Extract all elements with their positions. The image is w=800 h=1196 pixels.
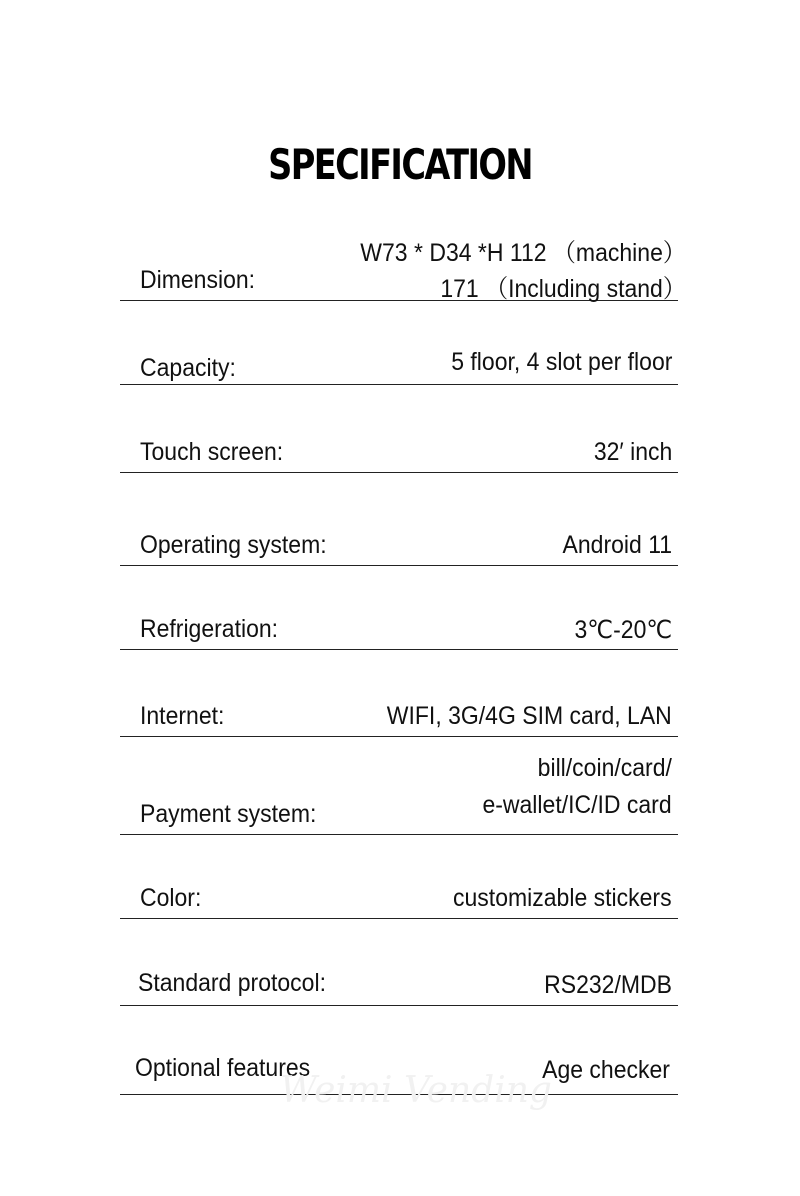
spec-row-color [120, 876, 678, 919]
spec-label-capacity: Capacity: [140, 354, 236, 382]
spec-value-internet: WIFI, 3G/4G SIM card, LAN [386, 702, 672, 730]
spec-value-refrigeration: 3℃-20℃ [574, 616, 672, 644]
spec-value-dimension-line1: W73 * D34 *H 112 （machine） [360, 239, 686, 267]
spec-label-payment-system: Payment system: [140, 800, 317, 828]
spec-value-dimension-line2: 171 （Including stand） [440, 275, 686, 303]
spec-value-optional-features: Age checker [542, 1056, 670, 1084]
spec-row-payment-system [120, 745, 678, 835]
spec-value-operating-system: Android 11 [562, 531, 672, 559]
spec-label-touch-screen: Touch screen: [140, 438, 284, 466]
spec-row-dimension [120, 228, 686, 303]
spec-row-internet [120, 693, 678, 737]
spec-value-payment-line1: bill/coin/card/ [537, 754, 672, 782]
spec-label-refrigeration: Refrigeration: [140, 615, 279, 643]
spec-value-color: customizable stickers [453, 884, 672, 912]
spec-value-payment-line2: e-wallet/IC/ID card [482, 791, 672, 819]
spec-row-refrigeration [120, 606, 678, 650]
spec-label-internet: Internet: [140, 702, 225, 730]
spec-label-standard-protocol: Standard protocol: [138, 969, 326, 997]
spec-value-standard-protocol: RS232/MDB [544, 971, 672, 999]
spec-value-capacity: 5 floor, 4 slot per floor [450, 348, 672, 376]
spec-label-optional-features: Optional features [135, 1054, 311, 1082]
spec-row-capacity [120, 340, 678, 385]
spec-label-operating-system: Operating system: [140, 531, 327, 559]
spec-row-standard-protocol [120, 962, 678, 1006]
spec-row-touch-screen [120, 430, 678, 473]
spec-row-operating-system [120, 522, 678, 566]
spec-label-color: Color: [140, 884, 202, 912]
page-title: SPECIFICATION [268, 140, 532, 189]
watermark: Weimi Vending [280, 1070, 552, 1111]
spec-value-touch-screen: 32′ inch [593, 438, 672, 466]
spec-label-dimension: Dimension: [140, 266, 256, 294]
